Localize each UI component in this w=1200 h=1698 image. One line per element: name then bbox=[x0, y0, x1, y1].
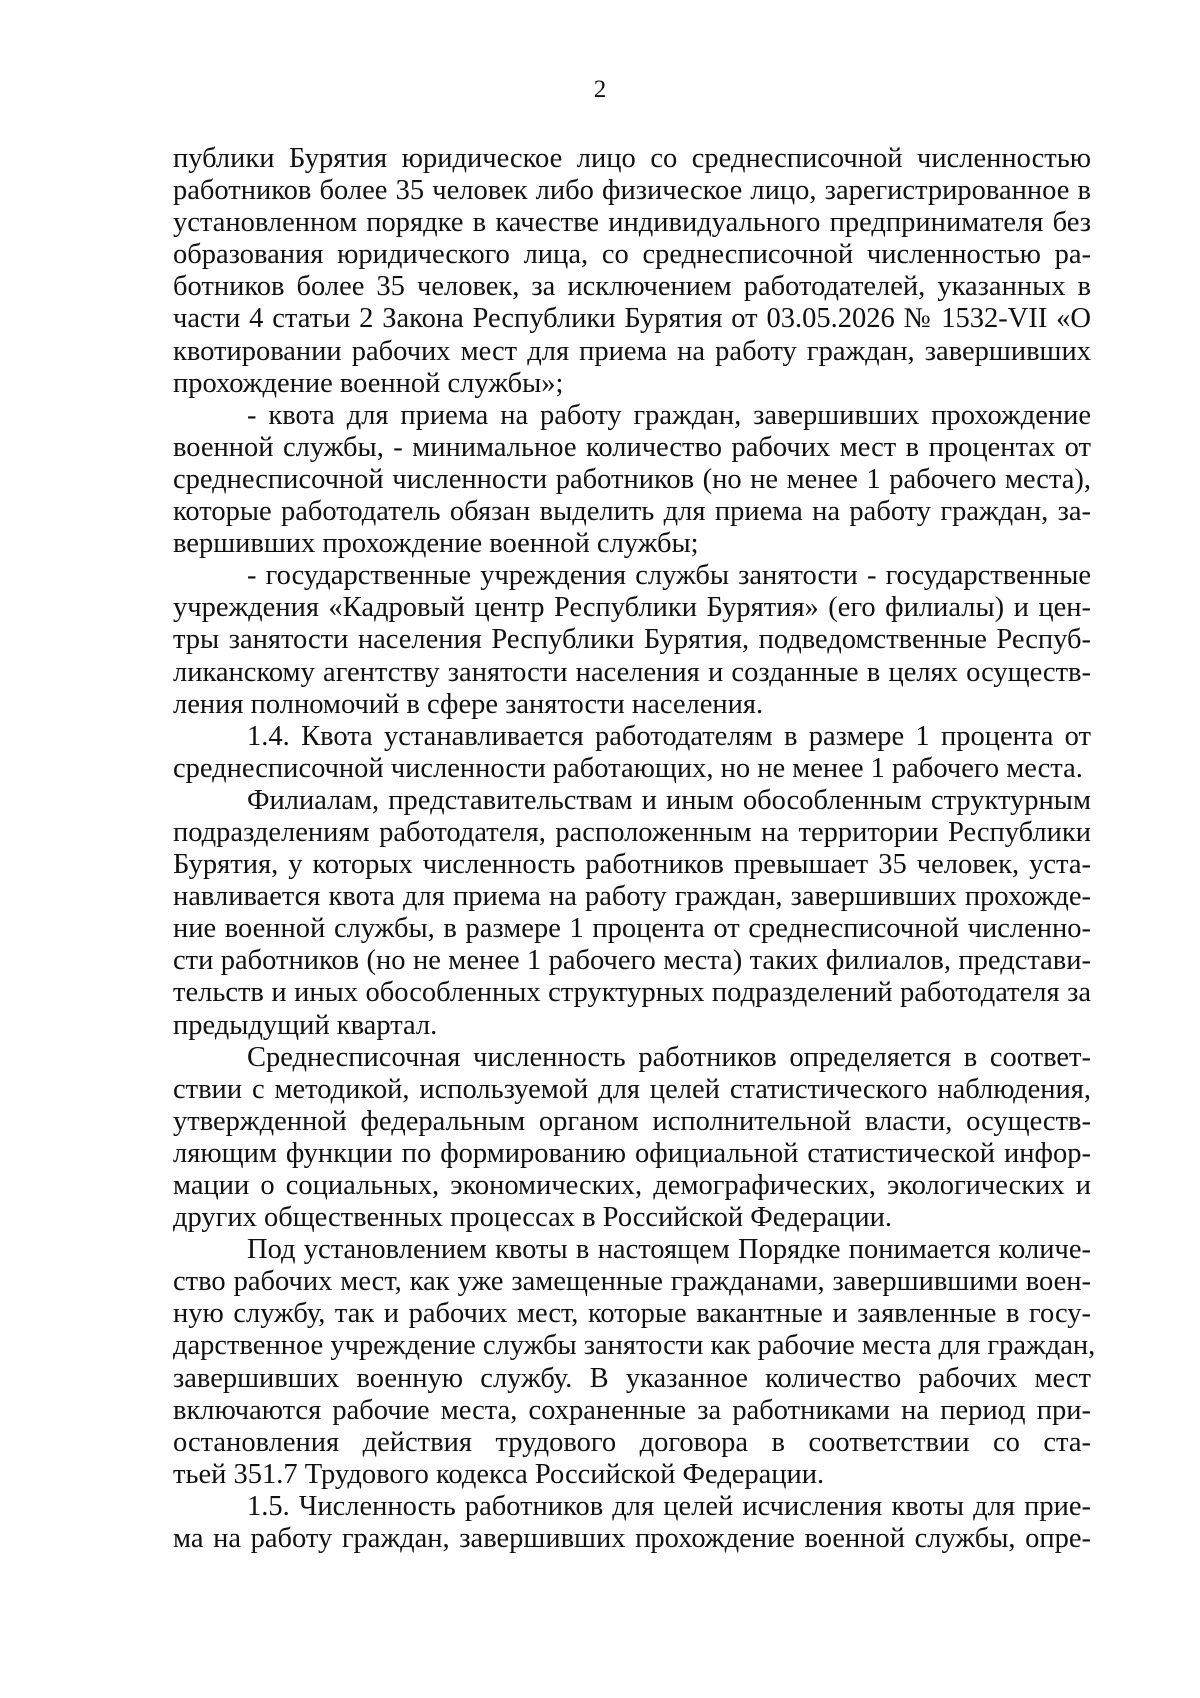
text-line: работников более 35 человек либо физическое лицо, зарегистрированное в bbox=[173, 175, 1091, 207]
text-line: - государственные учреждения службы занятости - государственные bbox=[247, 560, 1091, 592]
page-number: 2 bbox=[593, 76, 607, 103]
text-line: ную службу, так и рабочих мест, которые вакантные и заявленные в госу- bbox=[173, 1298, 1091, 1330]
text-line: среднесписочной численности работающих, но не менее 1 рабочего места. bbox=[173, 752, 1083, 784]
text-line: тельств и иных обособленных структурных подразделений работодателя за bbox=[173, 977, 1091, 1009]
text-line: 1.5. Численность работников для целей исчисления квоты для прие- bbox=[247, 1490, 1091, 1522]
text-line: ствии с методикой, используемой для целей статистического наблюдения, bbox=[173, 1073, 1091, 1105]
text-line: которые работодатель обязан выделить для приема на работу граждан, за- bbox=[173, 496, 1091, 528]
text-line: утвержденной федеральным органом исполнительной власти, осуществ- bbox=[173, 1105, 1091, 1137]
text-line: ство рабочих мест, как уже замещенные гражданами, завершившими воен- bbox=[173, 1266, 1091, 1298]
text-line: публики Бурятия юридическое лицо со среднесписочной численностью bbox=[173, 143, 1091, 174]
document-body bbox=[173, 143, 1096, 1555]
paragraph bbox=[173, 1491, 1091, 1555]
text-line: завершивших военную службу. В указанное количество рабочих мест bbox=[173, 1362, 1091, 1394]
paragraph bbox=[173, 560, 1091, 720]
text-line: тры занятости населения Республики Бурятия, подведомственные Респуб- bbox=[173, 624, 1091, 656]
text-line: дарственное учреждение службы занятости как рабочие места для граждан, bbox=[173, 1330, 1096, 1362]
text-line: ботников более 35 человек, за исключением работодателей, указанных в bbox=[173, 271, 1091, 303]
paragraph bbox=[173, 1042, 1091, 1235]
text-line: образования юридического лица, со среднесписочной численностью ра- bbox=[173, 239, 1091, 271]
text-line: тьей 351.7 Трудового кодекса Российской Федерации. bbox=[173, 1458, 825, 1490]
text-line: части 4 статьи 2 Закона Республики Бурятия от 03.05.2026 № 1532-VII «О bbox=[173, 303, 1091, 335]
text-line: Бурятия, у которых численность работников превышает 35 человек, уста- bbox=[173, 849, 1091, 881]
text-line: ние военной службы, в размере 1 процента от среднесписочной численно- bbox=[173, 913, 1091, 945]
text-line: сти работников (но не менее 1 рабочего места) таких филиалов, представи- bbox=[173, 945, 1091, 977]
text-line: 1.4. Квота устанавливается работодателям в размере 1 процента от bbox=[247, 720, 1091, 752]
text-line: Филиалам, представительствам и иным обособленным структурным bbox=[247, 784, 1091, 816]
text-line: Под установлением квоты в настоящем Порядке понимается количе- bbox=[247, 1234, 1091, 1266]
paragraph bbox=[173, 400, 1091, 560]
paragraph bbox=[173, 785, 1091, 1042]
text-line: ления полномочий в сфере занятости населения. bbox=[173, 688, 764, 720]
text-line: военной службы, - минимальное количество рабочих мест в процентах от bbox=[173, 431, 1091, 463]
paragraph bbox=[173, 143, 1091, 400]
text-line: квотировании рабочих мест для приема на работу граждан, завершивших bbox=[173, 335, 1091, 367]
paragraph bbox=[173, 1234, 1096, 1491]
text-line: - квота для приема на работу граждан, завершивших прохождение bbox=[247, 399, 1091, 431]
text-line: ликанскому агентству занятости населения и созданные в целях осуществ- bbox=[173, 656, 1091, 688]
text-line: вершивших прохождение военной службы; bbox=[173, 528, 699, 560]
text-line: остановления действия трудового договора в соответствии со ста- bbox=[173, 1426, 1091, 1458]
text-line: учреждения «Кадровый центр Республики Бурятия» (его филиалы) и цен- bbox=[173, 592, 1091, 624]
text-line: подразделениям работодателя, расположенным на территории Республики bbox=[173, 816, 1091, 848]
text-line: ляющим функции по формированию официальной статистической инфор- bbox=[173, 1137, 1091, 1169]
text-line: установленном порядке в качестве индивидуального предпринимателя без bbox=[173, 207, 1091, 239]
text-line: прохождение военной службы»; bbox=[173, 367, 564, 399]
text-line: включаются рабочие места, сохраненные за работниками на период при- bbox=[173, 1394, 1091, 1426]
text-line: навливается квота для приема на работу граждан, завершивших прохожде- bbox=[173, 881, 1091, 913]
text-line: предыдущий квартал. bbox=[173, 1009, 438, 1041]
text-line: других общественных процессах в Российской Федерации. bbox=[173, 1202, 892, 1234]
text-line: мации о социальных, экономических, демографических, экологических и bbox=[173, 1170, 1091, 1201]
text-line: среднесписочной численности работников (но не менее 1 рабочего места), bbox=[173, 463, 1091, 495]
text-line: ма на работу граждан, завершивших прохождение военной службы, опре- bbox=[173, 1523, 1091, 1555]
text-line: Среднесписочная численность работников определяется в соответ- bbox=[247, 1041, 1091, 1073]
paragraph bbox=[173, 721, 1091, 785]
